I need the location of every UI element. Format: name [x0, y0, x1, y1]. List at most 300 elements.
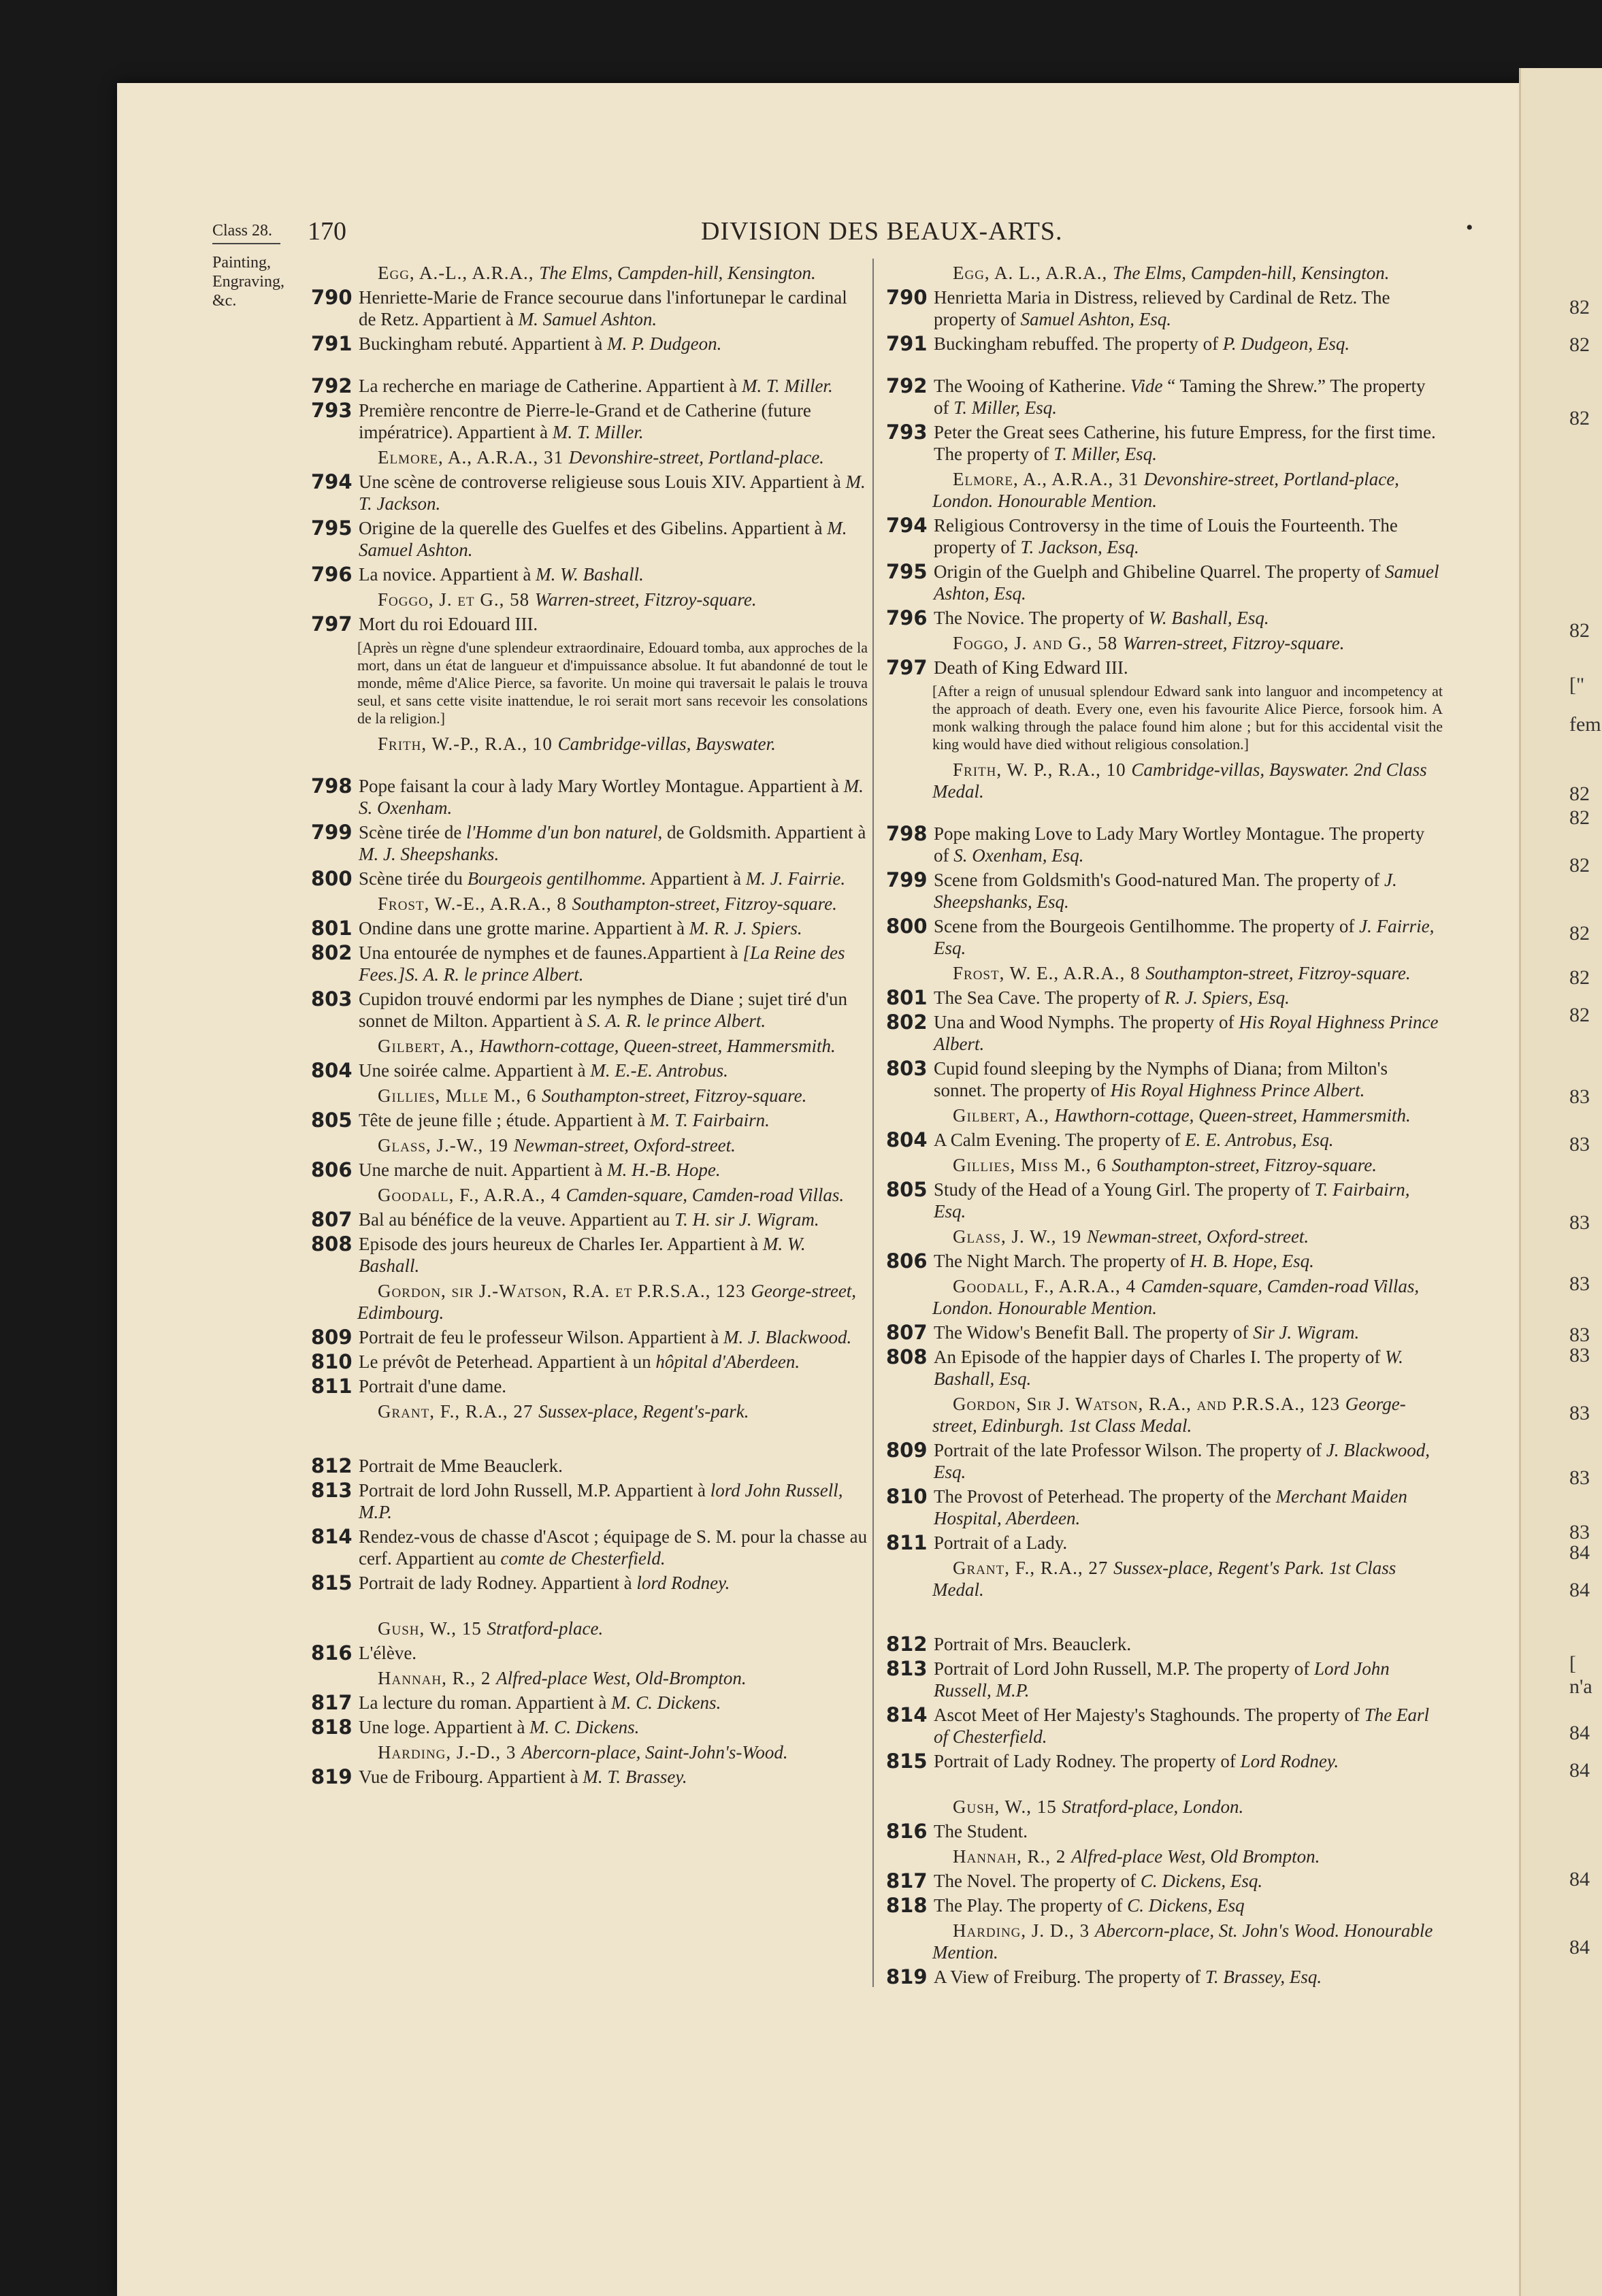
entry-text: Buckingham rebuffed. The property of	[934, 333, 1223, 354]
artist-name: Gilbert, A.,	[953, 1105, 1055, 1126]
artist-name: Goodall, F., A.R.A., 4	[378, 1185, 566, 1205]
entry-owner: His Royal Highness Prince Albert.	[1110, 1080, 1365, 1100]
edge-fragment: 84	[1569, 1936, 1590, 1958]
artist-name: Frith, W.-P., R.A., 10	[378, 734, 558, 754]
artist-name: Foggo, J. and G., 58	[953, 633, 1123, 653]
french-column	[310, 259, 868, 1790]
artist-line	[310, 733, 868, 755]
entry-text: The Play. The property of	[934, 1895, 1128, 1916]
artist-line	[310, 262, 868, 284]
catalogue-entry	[310, 1233, 868, 1277]
artist-address: Abercorn-place, Saint-John's-Wood.	[521, 1742, 788, 1762]
entry-text: La lecture du roman. Appartient à	[359, 1692, 612, 1713]
catalogue-entry	[885, 1011, 1443, 1055]
entry-number: 811	[311, 1375, 353, 1398]
catalogue-entry	[310, 1326, 868, 1348]
catalogue-entry	[885, 1346, 1443, 1390]
edge-fragment: 82	[1569, 296, 1590, 318]
edge-fragment: 82	[1569, 854, 1590, 876]
entry-owner: M. T. Miller.	[741, 376, 833, 396]
catalogue-entry	[885, 1750, 1443, 1772]
entry-text: Portrait de lady Rodney. Appartient à	[359, 1573, 637, 1593]
entry-italic: l'Homme d'un bon naturel,	[466, 822, 663, 842]
entry-owner: Lord Rodney.	[1240, 1751, 1339, 1771]
catalogue-entry	[310, 563, 868, 585]
artist-address: Southampton-street, Fitzroy-square.	[1145, 963, 1411, 983]
edge-fragment: 83	[1569, 1344, 1590, 1366]
entry-text: Pope faisant la cour à lady Mary Wortley Montague. Appartient à	[359, 776, 844, 796]
entry-text: Henrietta Maria in Distress, relieved by Cardinal de Retz. The property of	[934, 287, 1390, 329]
entry-number: 810	[886, 1485, 928, 1508]
entry-owner: S. A. R. le prince Albert.	[587, 1011, 766, 1031]
entry-text: Une soirée calme. Appartient à	[359, 1060, 591, 1081]
entry-text: Ondine dans une grotte marine. Appartient à	[359, 918, 689, 938]
entry-text: Pope making Love to Lady Mary Wortley Montague. The property of	[934, 823, 1425, 866]
entry-owner: J. Fairrie, Esq.	[934, 916, 1435, 958]
artist-name: Harding, J. D., 3	[953, 1920, 1095, 1941]
entry-owner: M. J. Fairrie.	[745, 868, 846, 889]
catalogue-entry	[310, 1479, 868, 1523]
entry-owner: J. Blackwood, Esq.	[934, 1440, 1431, 1482]
artist-line	[885, 1154, 1443, 1176]
entry-italic: Vide	[1130, 376, 1163, 396]
entry-number: 793	[311, 399, 353, 422]
english-column	[885, 259, 1443, 1990]
artist-name: Grant, F., R.A., 27	[953, 1558, 1114, 1578]
entry-owner: M. J. Sheepshanks.	[359, 844, 500, 864]
entry-number: 811	[886, 1531, 928, 1554]
catalogue-entry	[885, 1658, 1443, 1701]
entry-number: 802	[886, 1011, 928, 1034]
catalogue-entry	[310, 1209, 868, 1230]
artist-address: Newman-street, Oxford-street.	[1086, 1226, 1309, 1247]
artist-name: Frost, W. E., A.R.A., 8	[953, 963, 1146, 983]
entry-text: Portrait of the late Professor Wilson. The property of	[934, 1440, 1326, 1460]
entry-text: The Novel. The property of	[934, 1871, 1141, 1891]
artist-address: Sussex-place, Regent's Park. 1st Class Medal.	[932, 1558, 1396, 1600]
entry-number: 808	[311, 1232, 353, 1256]
entry-text: Study of the Head of a Young Girl. The property of	[934, 1179, 1315, 1200]
entry-text: Una and Wood Nymphs. The property of	[934, 1012, 1239, 1032]
entry-text: La recherche en mariage de Catherine. Appartient à	[359, 376, 742, 396]
entry-number: 790	[886, 286, 928, 309]
artist-name: Gordon, sir J.-Watson, R.A. et P.R.S.A., 123	[378, 1281, 751, 1301]
entry-owner: hôpital d'Aberdeen.	[655, 1351, 800, 1372]
entry-number: 798	[311, 774, 353, 798]
entry-number: 815	[311, 1571, 353, 1594]
entry-text: Peter the Great sees Catherine, his future Empress, for the first time. The property of	[934, 422, 1436, 464]
entry-owner: T. Brassey, Esq.	[1205, 1967, 1322, 1987]
entry-number: 802	[311, 941, 353, 964]
entry-text: The Wooing of Katherine.	[934, 376, 1130, 396]
entry-owner: M. H.-B. Hope.	[607, 1160, 721, 1180]
catalogue-entry	[310, 399, 868, 443]
entry-owner: J. Sheepshanks, Esq.	[934, 870, 1397, 912]
artist-line	[310, 1085, 868, 1106]
page-number: 170	[308, 217, 346, 246]
entry-number: 795	[886, 560, 928, 583]
entry-number: 796	[311, 563, 353, 586]
entry-text-continued: de Goldsmith. Appartient à	[662, 822, 866, 842]
entry-text: La novice. Appartient à	[359, 564, 536, 585]
entry-text: Episode des jours heureux de Charles Ier. Appartient à	[359, 1234, 763, 1254]
edge-fragment: [	[1569, 1652, 1576, 1675]
entry-owner: T. Jackson, Esq.	[1020, 537, 1139, 557]
catalogue-entry	[885, 915, 1443, 959]
artist-address: Southampton-street, Fitzroy-square.	[1111, 1155, 1377, 1175]
entry-owner: M. T. Miller.	[552, 422, 644, 442]
entry-text: Tête de jeune fille ; étude. Appartient à	[359, 1110, 651, 1130]
entry-owner: C. Dickens, Esq.	[1140, 1871, 1263, 1891]
entry-owner: Samuel Ashton, Esq.	[934, 561, 1439, 604]
entry-owner: Samuel Ashton, Esq.	[1020, 309, 1171, 329]
artist-name: Egg, A.-L., A.R.A.,	[378, 263, 540, 283]
artist-line	[885, 1920, 1443, 1963]
entry-number: 803	[886, 1057, 928, 1080]
entry-text-continued: Appartient à	[647, 942, 743, 963]
catalogue-entry	[310, 1766, 868, 1788]
entry-text: Henriette-Marie de France secourue dans l'infortune	[359, 287, 742, 308]
artist-address: Alfred-place West, Old-Brompton.	[496, 1668, 747, 1688]
entry-owner: M. R. J. Spiers.	[689, 918, 802, 938]
artist-line	[885, 1226, 1443, 1247]
entry-number: 818	[886, 1894, 928, 1917]
catalogue-entry	[885, 1439, 1443, 1483]
artist-line	[310, 1280, 868, 1324]
artist-name: Gillies, Mlle M., 6	[378, 1085, 542, 1106]
artist-address: Devonshire-street, Portland-place.	[568, 447, 824, 468]
entry-text: The Widow's Benefit Ball. The property of	[934, 1322, 1254, 1343]
catalogue-entry	[885, 869, 1443, 913]
entry-number: 812	[886, 1633, 928, 1656]
entry-text: A Calm Evening. The property of	[934, 1130, 1186, 1150]
entry-number: 818	[311, 1716, 353, 1739]
catalogue-entry	[310, 375, 868, 397]
artist-name: Gordon, Sir J. Watson, R.A., and P.R.S.A., 123	[953, 1394, 1345, 1414]
entry-owner: S. A. R. le prince Albert.	[405, 964, 584, 985]
entry-owner: lord John Russell, M.P.	[359, 1480, 843, 1522]
artist-name: Gilbert, A.,	[378, 1036, 480, 1056]
entry-owner: M. W. Bashall.	[359, 1234, 806, 1276]
artist-name: Egg, A. L., A.R.A.,	[953, 263, 1113, 283]
entry-text: Scène tirée du	[359, 868, 468, 889]
spacer	[885, 1603, 1443, 1633]
entry-number: 814	[311, 1525, 353, 1548]
entry-owner: M. T. Fairbairn.	[650, 1110, 770, 1130]
artist-line	[310, 1741, 868, 1763]
edge-fragment: n'a	[1569, 1675, 1592, 1698]
entry-owner: C. Dickens, Esq	[1127, 1895, 1245, 1916]
entry-italic: Bourgeois gentilhomme.	[467, 868, 647, 889]
artist-line	[310, 1400, 868, 1422]
entry-text: Portrait d'une dame.	[359, 1376, 507, 1396]
edge-fragment: fem	[1569, 713, 1601, 736]
entry-number: 816	[311, 1641, 353, 1664]
artist-name: Grant, F., R.A., 27	[378, 1401, 539, 1422]
entry-owner: T. H. sir J. Wigram.	[674, 1209, 819, 1230]
edge-fragment: 84	[1569, 1722, 1590, 1744]
entry-number: 810	[311, 1350, 353, 1373]
edge-fragment: 84	[1569, 1541, 1590, 1564]
spacer	[310, 1425, 868, 1455]
entry-number: 814	[886, 1703, 928, 1726]
artist-line	[885, 1557, 1443, 1601]
catalogue-entry	[885, 514, 1443, 558]
entry-number: 797	[311, 612, 353, 636]
catalogue-entry	[310, 517, 868, 561]
artist-address: George-street, Edimbourg.	[357, 1281, 857, 1323]
catalogue-entry	[310, 613, 868, 635]
entry-number: 790	[311, 286, 353, 309]
entry-number: 807	[311, 1208, 353, 1231]
entry-text: L'élève.	[359, 1643, 417, 1663]
artist-name: Glass, J.-W., 19	[378, 1135, 514, 1155]
entry-owner: M. P. Dudgeon.	[607, 333, 722, 354]
catalogue-entry	[885, 1250, 1443, 1272]
entry-number: 797	[886, 656, 928, 679]
entry-number: 812	[311, 1454, 353, 1477]
entry-text: Mort du roi Edouard III.	[359, 614, 538, 634]
entry-text: Origin of the Guelph and Ghibeline Quarrel. The property of	[934, 561, 1386, 582]
entry-number: 799	[886, 868, 928, 891]
margin-label: Painting, Engraving, &c.	[212, 254, 284, 310]
entry-number: 794	[311, 470, 353, 493]
artist-line	[885, 759, 1443, 802]
catalogue-entry	[310, 471, 868, 514]
artist-address: Newman-street, Oxford-street.	[513, 1135, 736, 1155]
entry-owner: Sir J. Wigram.	[1253, 1322, 1360, 1343]
entry-owner: Lord John Russell, M.P.	[934, 1658, 1390, 1701]
edge-fragment: 83	[1569, 1133, 1590, 1155]
edge-fragment: 84	[1569, 1868, 1590, 1890]
entry-text: Death of King Edward III.	[934, 657, 1128, 678]
artist-line	[885, 1796, 1443, 1818]
entry-text: Rendez-vous de chasse d'Ascot ; équipage de S. M. pour la chasse au cerf. Appartient au	[359, 1526, 868, 1569]
entry-owner: M. T. Jackson.	[359, 472, 866, 514]
catalogue-entry	[885, 1322, 1443, 1343]
catalogue-entry	[885, 1966, 1443, 1988]
artist-name: Glass, J. W., 19	[953, 1226, 1087, 1247]
catalogue-entry	[310, 333, 868, 355]
catalogue-entry	[310, 868, 868, 889]
entry-text: Une loge. Appartient à	[359, 1717, 530, 1737]
spacer	[310, 757, 868, 775]
entry-number: 808	[886, 1345, 928, 1368]
artist-address: Hawthorn-cottage, Queen-street, Hammersmith.	[479, 1036, 836, 1056]
artist-address: Alfred-place West, Old Brompton.	[1071, 1846, 1320, 1867]
entry-text: Scene from the Bourgeois Gentilhomme. The property of	[934, 916, 1360, 936]
edge-fragment: 83	[1569, 1324, 1590, 1346]
artist-line	[310, 589, 868, 610]
artist-name: Elmore, A., A.R.A., 31	[953, 469, 1144, 489]
edge-fragment: 83	[1569, 1211, 1590, 1234]
entry-number: 801	[311, 917, 353, 940]
column-divider	[872, 259, 874, 1987]
entry-owner: M. Samuel Ashton.	[518, 309, 657, 329]
entry-text: The Night March. The property of	[934, 1251, 1190, 1271]
entry-number: 813	[311, 1479, 353, 1502]
catalogue-entry	[885, 1057, 1443, 1101]
entry-number: 796	[886, 606, 928, 629]
entry-text: A View of Freiburg. The property of	[934, 1967, 1205, 1987]
catalogue-entry	[310, 821, 868, 865]
class-label: Class 28.	[212, 222, 273, 240]
entry-owner: S. Oxenham, Esq.	[953, 845, 1084, 866]
artist-address: The Elms, Campden-hill, Kensington.	[539, 263, 816, 283]
edge-fragment: 82	[1569, 966, 1590, 989]
entry-owner: comte de Chesterfield.	[500, 1548, 666, 1569]
catalogue-entry	[310, 1642, 868, 1664]
artist-name: Hannah, R., 2	[953, 1846, 1072, 1867]
artist-line	[310, 1035, 868, 1057]
edge-fragment: 83	[1569, 1466, 1590, 1489]
entry-owner: R. J. Spiers, Esq.	[1164, 987, 1290, 1008]
entry-text: Première rencontre de Pierre-le-Grand et de Catherine (future impératrice). Appartient à	[359, 400, 811, 442]
entry-owner: M. C. Dickens.	[611, 1692, 721, 1713]
catalogue-entry	[885, 987, 1443, 1008]
entry-owner: M. C. Dickens.	[529, 1717, 640, 1737]
edge-fragment: 84	[1569, 1579, 1590, 1601]
entry-number: 792	[886, 374, 928, 397]
entry-text: Bal au bénéfice de la veuve. Appartient au	[359, 1209, 675, 1230]
artist-line	[885, 1846, 1443, 1867]
entry-number: 806	[886, 1249, 928, 1273]
spacer	[885, 805, 1443, 823]
entry-text: Religious Controversy in the time of Louis the Fourteenth. The property of	[934, 515, 1398, 557]
artist-name: Gillies, Miss M., 6	[953, 1155, 1112, 1175]
artist-address: Stratford-place.	[487, 1618, 604, 1639]
entry-text-continued: par le cardinal de Retz. Appartient à	[359, 287, 847, 329]
catalogue-entry	[310, 1692, 868, 1713]
entry-text-continued: Appartient à	[646, 868, 746, 889]
header-dot: •	[1466, 216, 1473, 239]
catalogue-entry	[885, 657, 1443, 678]
artist-line	[310, 1184, 868, 1206]
catalogue-entry	[885, 1486, 1443, 1529]
artist-address: Hawthorn-cottage, Queen-street, Hammersmith.	[1054, 1105, 1411, 1126]
catalogue-entry	[885, 333, 1443, 355]
catalogue-entry	[885, 1179, 1443, 1222]
entry-owner: His Royal Highness Prince Albert.	[934, 1012, 1439, 1054]
entry-owner: T. Fairbairn, Esq.	[934, 1179, 1410, 1221]
catalogue-entry	[885, 1870, 1443, 1892]
catalogue-entry	[310, 988, 868, 1032]
entry-text: Ascot Meet of Her Majesty's Staghounds. The property of	[934, 1705, 1364, 1725]
edge-fragment: 83	[1569, 1085, 1590, 1108]
catalogue-entry	[885, 286, 1443, 330]
artist-address: Camden-square, Camden-road Villas.	[566, 1185, 845, 1205]
catalogue-entry	[885, 561, 1443, 604]
edge-fragment: 82	[1569, 806, 1590, 829]
catalogue-entry	[310, 1455, 868, 1477]
artist-line	[885, 962, 1443, 984]
artist-name: Elmore, A., A.R.A., 31	[378, 447, 569, 468]
edge-fragment: 82	[1569, 1004, 1590, 1026]
entry-number: 804	[311, 1059, 353, 1082]
artist-line	[310, 1618, 868, 1639]
artist-name: Gush, W., 15	[378, 1618, 487, 1639]
entry-number: 791	[311, 332, 353, 355]
artist-line	[310, 893, 868, 915]
artist-address: Cambridge-villas, Bayswater.	[557, 734, 776, 754]
catalogue-entry	[885, 1633, 1443, 1655]
artist-name: Goodall, F., A.R.A., 4	[953, 1276, 1141, 1296]
entry-number: 798	[886, 822, 928, 845]
edge-fragment: 82	[1569, 922, 1590, 945]
entry-number: 815	[886, 1750, 928, 1773]
entry-owner: E. E. Antrobus, Esq.	[1185, 1130, 1334, 1150]
entry-text: An Episode of the happier days of Charles I. The property of	[934, 1347, 1386, 1367]
entry-owner: T. Miller, Esq.	[1053, 444, 1157, 464]
artist-address: Cambridge-villas, Bayswater. 2nd Class Medal.	[932, 759, 1427, 802]
entry-text: Portrait of Lady Rodney. The property of	[934, 1751, 1241, 1771]
spacer	[310, 357, 868, 375]
artist-name: Frost, W.-E., A.R.A., 8	[378, 893, 572, 914]
entry-owner: M. Samuel Ashton.	[359, 518, 847, 560]
catalogue-note: [Après un règne d'une splendeur extraordinaire, Edouard tomba, aux approches de la mort, dans un état de langueur et d'impuissance absolue. It fut abandonné de tout le monde, même d'Alice Pierce, sa favorite. Un moine qui traversait le palais le trouva seul, et sans cette visite inattendue, le roi serait mort sans recevoir les consolations de la religion.]	[357, 639, 868, 727]
catalogue-entry	[310, 1526, 868, 1569]
artist-name: Harding, J.-D., 3	[378, 1742, 522, 1762]
entry-number: 817	[886, 1869, 928, 1892]
entry-owner: W. Bashall, Esq.	[934, 1347, 1403, 1389]
entry-text: The Sea Cave. The property of	[934, 987, 1165, 1008]
catalogue-entry	[310, 1159, 868, 1181]
entry-number: 801	[886, 986, 928, 1009]
entry-number: 792	[311, 374, 353, 397]
entry-number: 803	[311, 987, 353, 1011]
catalogue-entry	[310, 286, 868, 330]
entry-owner: Merchant Maiden Hospital, Aberdeen.	[934, 1486, 1407, 1528]
catalogue-entry	[310, 1716, 868, 1738]
entry-text: Portrait de Mme Beauclerk.	[359, 1456, 563, 1476]
artist-address: Abercorn-place, St. John's Wood. Honourable Mention.	[932, 1920, 1433, 1963]
artist-address: Devonshire-street, Portland-place, London. Honourable Mention.	[932, 469, 1399, 511]
catalogue-note: [After a reign of unusual splendour Edward sank into languor and incompetency at the approach of death. Every one, even his favourite Alice Pierce, forsook him. A monk walking through the palace found him alone ; but for this accidental visit the king would have died without religious consolation.]	[932, 683, 1443, 753]
entry-text: Origine de la querelle des Guelfes et des Gibelins. Appartient à	[359, 518, 828, 538]
artist-address: Warren-street, Fitzroy-square.	[534, 589, 757, 610]
entry-text: The Student.	[934, 1821, 1028, 1841]
entry-owner: M. J. Blackwood.	[723, 1327, 852, 1347]
artist-line	[310, 1134, 868, 1156]
artist-name: Gush, W., 15	[953, 1797, 1062, 1817]
edge-fragment: 83	[1569, 1402, 1590, 1424]
artist-line	[310, 1667, 868, 1689]
edge-fragment: 82	[1569, 333, 1590, 356]
artist-line	[885, 1104, 1443, 1126]
spacer	[885, 357, 1443, 375]
entry-text: Portrait of a Lady.	[934, 1532, 1068, 1553]
entry-text: Portrait of Lord John Russell, M.P. The property of	[934, 1658, 1314, 1679]
edge-fragment: 82	[1569, 619, 1590, 642]
artist-name: Frith, W. P., R.A., 10	[953, 759, 1132, 780]
artist-name: Hannah, R., 2	[378, 1668, 497, 1688]
entry-number: 807	[886, 1321, 928, 1344]
catalogue-entry	[885, 607, 1443, 629]
entry-number: 809	[886, 1439, 928, 1462]
entry-number: 794	[886, 514, 928, 537]
entry-number: 806	[311, 1158, 353, 1181]
catalogue-entry	[310, 1351, 868, 1373]
entry-text: Une scène de controverse religieuse sous Louis XIV. Appartient à	[359, 472, 846, 492]
artist-line	[885, 262, 1443, 284]
catalogue-entry	[885, 375, 1443, 419]
entry-number: 795	[311, 516, 353, 540]
entry-owner: P. Dudgeon, Esq.	[1222, 333, 1350, 354]
entry-number: 809	[311, 1326, 353, 1349]
entry-owner: T. Miller, Esq.	[953, 397, 1058, 418]
edge-fragment: 82	[1569, 407, 1590, 429]
catalogue-entry	[310, 917, 868, 939]
